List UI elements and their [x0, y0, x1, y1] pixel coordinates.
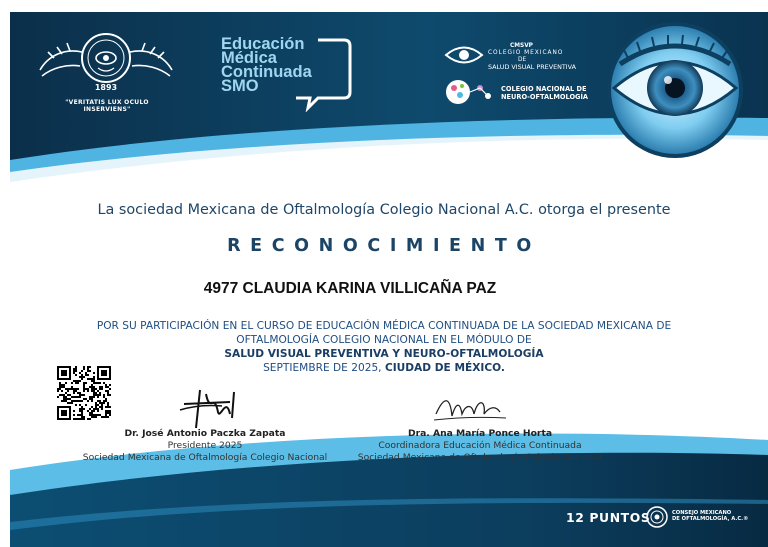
- qr-module: [91, 386, 93, 388]
- qr-module: [73, 368, 75, 370]
- qr-module: [109, 406, 111, 408]
- intro-text: La sociedad Mexicana de Oftalmología Colegio Nacional A.C. otorga el presente: [97, 202, 671, 218]
- qr-module: [75, 400, 77, 402]
- signer-2-org: Sociedad Mexicana de Oftalmología Colegio Nacional: [357, 452, 603, 463]
- qr-module: [103, 396, 105, 398]
- qr-module: [95, 388, 97, 390]
- qr-module: [93, 378, 95, 380]
- qr-module: [83, 382, 85, 384]
- qr-module: [107, 404, 109, 406]
- qr-module: [91, 388, 93, 390]
- qr-module: [73, 410, 75, 412]
- qr-module: [89, 370, 91, 372]
- qr-module: [83, 418, 85, 420]
- cmsvp-logo-text: [488, 43, 608, 71]
- qr-code: [57, 366, 111, 420]
- qr-module: [93, 410, 95, 412]
- qr-module: [81, 408, 83, 410]
- qr-module: [81, 410, 83, 412]
- qr-module: [85, 372, 87, 374]
- qr-module: [71, 396, 73, 398]
- qr-module: [89, 418, 91, 420]
- qr-module: [73, 414, 75, 416]
- qr-module: [99, 402, 101, 404]
- qr-module: [85, 374, 87, 376]
- qr-module: [81, 376, 83, 378]
- qr-module: [105, 406, 107, 408]
- qr-module: [81, 370, 83, 372]
- qr-module: [61, 400, 63, 402]
- qr-module: [95, 406, 97, 408]
- qr-module: [79, 380, 81, 382]
- qr-module: [93, 386, 95, 388]
- city-text: CIUDAD DE MÉXICO.: [384, 362, 505, 374]
- qr-module: [97, 408, 99, 410]
- qr-module: [97, 410, 99, 412]
- qr-module: [105, 416, 107, 418]
- qr-module: [73, 396, 75, 398]
- qr-module: [61, 394, 63, 396]
- qr-module: [105, 400, 107, 402]
- qr-module: [79, 408, 81, 410]
- qr-module: [107, 416, 109, 418]
- qr-module: [83, 416, 85, 418]
- qr-module: [101, 402, 103, 404]
- qr-module: [59, 394, 61, 396]
- qr-module: [83, 386, 85, 388]
- qr-module: [89, 398, 91, 400]
- qr-module: [79, 376, 81, 378]
- qr-module: [75, 418, 77, 420]
- qr-module: [81, 378, 83, 380]
- qr-module: [69, 388, 71, 390]
- qr-module: [63, 398, 65, 400]
- qr-module: [83, 390, 85, 392]
- qr-module: [105, 386, 107, 388]
- qr-module: [79, 414, 81, 416]
- qr-module: [65, 400, 67, 402]
- qr-module: [99, 406, 101, 408]
- qr-module: [103, 416, 105, 418]
- qr-module: [103, 394, 105, 396]
- signature-1-mark: [170, 384, 250, 430]
- qr-module: [101, 408, 103, 410]
- body-line-1: POR SU PARTICIPACIÓN EN EL CURSO DE EDUCACIÓN MÉDICA CONTINUADA DE LA SOCIEDAD MEXICANA DE: [96, 320, 672, 332]
- qr-module: [91, 414, 93, 416]
- qr-module: [89, 396, 91, 398]
- qr-module: [109, 388, 111, 390]
- body-line-2: OFTALMOLOGÍA COLEGIO NACIONAL EN EL MÓDULO DE: [236, 334, 532, 346]
- qr-module: [65, 398, 67, 400]
- qr-module: [61, 384, 63, 386]
- qr-module: [79, 400, 81, 402]
- eye-illustration: [600, 18, 750, 168]
- emc-logo-text: [221, 37, 341, 93]
- date-text: SEPTIEMBRE DE 2025,: [263, 362, 382, 374]
- qr-module: [67, 394, 69, 396]
- emc-line-4: SMO: [221, 77, 259, 95]
- signature-2-mark: [430, 392, 510, 426]
- qr-module: [99, 386, 101, 388]
- qr-module: [89, 386, 91, 388]
- qr-module: [83, 376, 85, 378]
- qr-module: [109, 412, 111, 414]
- qr-module: [91, 416, 93, 418]
- qr-module: [107, 392, 109, 394]
- qr-module: [73, 380, 75, 382]
- qr-module: [105, 412, 107, 414]
- qr-module: [91, 412, 93, 414]
- qr-module: [71, 388, 73, 390]
- qr-module: [71, 382, 73, 384]
- qr-module: [81, 412, 83, 414]
- qr-module: [59, 384, 61, 386]
- brain-icon: [444, 78, 494, 106]
- qr-module: [105, 390, 107, 392]
- qr-module: [75, 374, 77, 376]
- qr-module: [87, 370, 89, 372]
- qr-module: [91, 380, 93, 382]
- qr-module: [89, 378, 91, 380]
- qr-module: [75, 368, 77, 370]
- qr-module: [79, 410, 81, 412]
- qr-module: [81, 416, 83, 418]
- qr-module: [89, 408, 91, 410]
- qr-module: [99, 394, 101, 396]
- qr-module: [95, 382, 97, 384]
- qr-module: [95, 404, 97, 406]
- qr-module: [73, 388, 75, 390]
- qr-module: [101, 416, 103, 418]
- qr-module: [93, 390, 95, 392]
- qr-module: [107, 386, 109, 388]
- qr-module: [107, 406, 109, 408]
- emc-line-3: Continuada: [221, 63, 312, 81]
- qr-module: [87, 368, 89, 370]
- seal-motto: "VERITATIS LUX OCULO INSERVIENS": [65, 99, 149, 113]
- qr-module: [67, 388, 69, 390]
- qr-module: [83, 368, 85, 370]
- qr-module: [71, 400, 73, 402]
- qr-module: [73, 372, 75, 374]
- qr-module: [83, 398, 85, 400]
- eye-icon: [444, 44, 484, 66]
- qr-module: [109, 410, 111, 412]
- qr-module: [85, 404, 87, 406]
- qr-module: [103, 400, 105, 402]
- qr-module: [93, 392, 95, 394]
- qr-module: [65, 392, 67, 394]
- qr-module: [63, 400, 65, 402]
- qr-module: [93, 382, 95, 384]
- cmsvp-sub: COLEGIO MEXICANO: [488, 50, 564, 56]
- qr-module: [59, 388, 61, 390]
- qr-module: [97, 400, 99, 402]
- qr-module: [69, 394, 71, 396]
- qr-module: [105, 414, 107, 416]
- qr-module: [77, 380, 79, 382]
- qr-module: [77, 400, 79, 402]
- qr-module: [85, 388, 87, 390]
- qr-module: [67, 398, 69, 400]
- qr-module: [81, 406, 83, 408]
- qr-module: [67, 390, 69, 392]
- qr-module: [87, 410, 89, 412]
- qr-module: [107, 390, 109, 392]
- qr-module: [91, 398, 93, 400]
- qr-module: [87, 418, 89, 420]
- qr-module: [93, 414, 95, 416]
- neuro-line-1: COLEGIO NACIONAL DE: [501, 85, 587, 93]
- qr-module: [83, 388, 85, 390]
- qr-module: [81, 374, 83, 376]
- qr-module: [81, 414, 83, 416]
- signer-1-name: Dr. José Antonio Paczka Zapata: [124, 428, 286, 439]
- qr-module: [107, 394, 109, 396]
- qr-module: [93, 380, 95, 382]
- qr-module: [81, 394, 83, 396]
- qr-module: [75, 396, 77, 398]
- qr-module: [87, 390, 89, 392]
- qr-module: [109, 414, 111, 416]
- qr-module: [91, 378, 93, 380]
- qr-module: [93, 372, 95, 374]
- qr-module: [89, 414, 91, 416]
- council-seal-icon: [646, 506, 668, 528]
- qr-module: [101, 386, 103, 388]
- qr-module: [97, 404, 99, 406]
- qr-module: [75, 388, 77, 390]
- qr-module: [101, 370, 107, 376]
- qr-module: [75, 382, 77, 384]
- qr-module: [107, 402, 109, 404]
- qr-module: [83, 366, 85, 368]
- qr-module: [91, 406, 93, 408]
- qr-module: [91, 384, 93, 386]
- qr-module: [85, 398, 87, 400]
- qr-module: [57, 390, 59, 392]
- council-line-2: DE OFTALMOLOGÍA, A.C.®: [672, 516, 749, 522]
- qr-module: [95, 414, 97, 416]
- signer-1-org: Sociedad Mexicana de Oftalmología Colegio Nacional: [82, 452, 328, 463]
- qr-module: [75, 370, 77, 372]
- signer-2-role: Coordinadora Educación Médica Continuada: [378, 440, 582, 451]
- qr-module: [93, 416, 95, 418]
- qr-module: [73, 418, 75, 420]
- qr-module: [61, 370, 67, 376]
- cmsvp-abbr: CMSVP: [510, 43, 533, 49]
- qr-module: [77, 392, 79, 394]
- qr-module: [75, 404, 77, 406]
- qr-module: [73, 390, 75, 392]
- qr-module: [101, 388, 103, 390]
- qr-module: [89, 366, 91, 368]
- qr-module: [73, 370, 75, 372]
- emc-line-1: Educación: [221, 35, 305, 53]
- qr-module: [71, 386, 73, 388]
- qr-module: [69, 402, 71, 404]
- qr-module: [93, 408, 95, 410]
- qr-code-graphic: [57, 366, 111, 420]
- cmsvp-de: DE: [518, 57, 527, 63]
- qr-module: [93, 396, 95, 398]
- qr-module: [61, 390, 63, 392]
- qr-module: [101, 404, 103, 406]
- qr-module: [79, 392, 81, 394]
- qr-module: [63, 386, 65, 388]
- qr-module: [91, 410, 93, 412]
- qr-module: [97, 414, 99, 416]
- qr-module: [71, 402, 73, 404]
- qr-module: [63, 394, 65, 396]
- qr-module: [97, 382, 99, 384]
- qr-module: [61, 386, 63, 388]
- qr-module: [61, 410, 67, 416]
- qr-module: [95, 392, 97, 394]
- qr-module: [77, 382, 79, 384]
- qr-module: [95, 408, 97, 410]
- qr-module: [87, 388, 89, 390]
- signer-2-name: Dra. Ana María Ponce Horta: [407, 428, 553, 439]
- qr-module: [59, 382, 61, 384]
- qr-module: [77, 396, 79, 398]
- seal-year: 1893: [94, 83, 118, 92]
- qr-module: [93, 394, 95, 396]
- qr-module: [73, 400, 75, 402]
- qr-module: [85, 382, 87, 384]
- neuro-line-2: NEURO-OFTALMOLOGÍA: [501, 93, 589, 101]
- qr-module: [75, 390, 77, 392]
- qr-module: [105, 410, 107, 412]
- qr-module: [105, 384, 107, 386]
- qr-module: [79, 396, 81, 398]
- emc-line-2: Médica: [221, 49, 277, 67]
- qr-module: [75, 366, 77, 368]
- qr-module: [65, 388, 67, 390]
- qr-module: [107, 412, 109, 414]
- qr-module: [81, 400, 83, 402]
- qr-module: [65, 382, 67, 384]
- qr-module: [87, 400, 89, 402]
- qr-module: [97, 390, 99, 392]
- qr-module: [65, 396, 67, 398]
- qr-module: [77, 414, 79, 416]
- qr-module: [63, 384, 65, 386]
- qr-module: [57, 396, 59, 398]
- qr-module: [103, 382, 105, 384]
- qr-module: [101, 406, 103, 408]
- qr-module: [75, 380, 77, 382]
- neuro-logo-text: [501, 85, 611, 101]
- qr-module: [91, 390, 93, 392]
- qr-module: [95, 416, 97, 418]
- recipient-name: 4977 CLAUDIA KARINA VILLICAÑA PAZ: [203, 280, 497, 297]
- qr-module: [73, 392, 75, 394]
- date-line: [0, 361, 768, 375]
- qr-module: [83, 408, 85, 410]
- qr-module: [91, 400, 93, 402]
- qr-module: [109, 394, 111, 396]
- qr-module: [93, 388, 95, 390]
- council-line-1: CONSEJO MEXICANO: [672, 510, 732, 516]
- qr-module: [99, 400, 101, 402]
- qr-module: [79, 418, 81, 420]
- qr-module: [95, 394, 97, 396]
- qr-module: [89, 412, 91, 414]
- signer-1-role: Presidente 2025: [167, 440, 243, 451]
- qr-module: [91, 396, 93, 398]
- qr-module: [105, 398, 107, 400]
- qr-module: [99, 414, 101, 416]
- qr-module: [87, 378, 89, 380]
- qr-module: [79, 394, 81, 396]
- council-text: [672, 510, 762, 522]
- qr-module: [87, 374, 89, 376]
- qr-module: [87, 366, 89, 368]
- qr-module: [95, 402, 97, 404]
- qr-module: [59, 386, 61, 388]
- qr-module: [99, 388, 101, 390]
- qr-module: [69, 398, 71, 400]
- certificate-title: RECONOCIMIENTO: [227, 236, 541, 256]
- qr-module: [83, 394, 85, 396]
- qr-module: [79, 372, 81, 374]
- qr-module: [109, 384, 111, 386]
- qr-module: [99, 392, 101, 394]
- qr-module: [81, 418, 83, 420]
- qr-module: [57, 388, 59, 390]
- qr-module: [103, 402, 105, 404]
- qr-module: [63, 396, 65, 398]
- qr-module: [77, 388, 79, 390]
- points-badge: 12 PUNTOS: [566, 510, 651, 525]
- qr-module: [107, 410, 109, 412]
- qr-module: [67, 402, 69, 404]
- cmsvp-name: SALUD VISUAL PREVENTIVA: [488, 63, 577, 71]
- qr-module: [97, 396, 99, 398]
- module-name: SALUD VISUAL PREVENTIVA Y NEURO-OFTALMOLOGÍA: [224, 348, 544, 360]
- qr-module: [93, 376, 95, 378]
- qr-module: [97, 394, 99, 396]
- qr-module: [77, 418, 79, 420]
- qr-module: [79, 404, 81, 406]
- qr-module: [99, 382, 101, 384]
- qr-module: [83, 384, 85, 386]
